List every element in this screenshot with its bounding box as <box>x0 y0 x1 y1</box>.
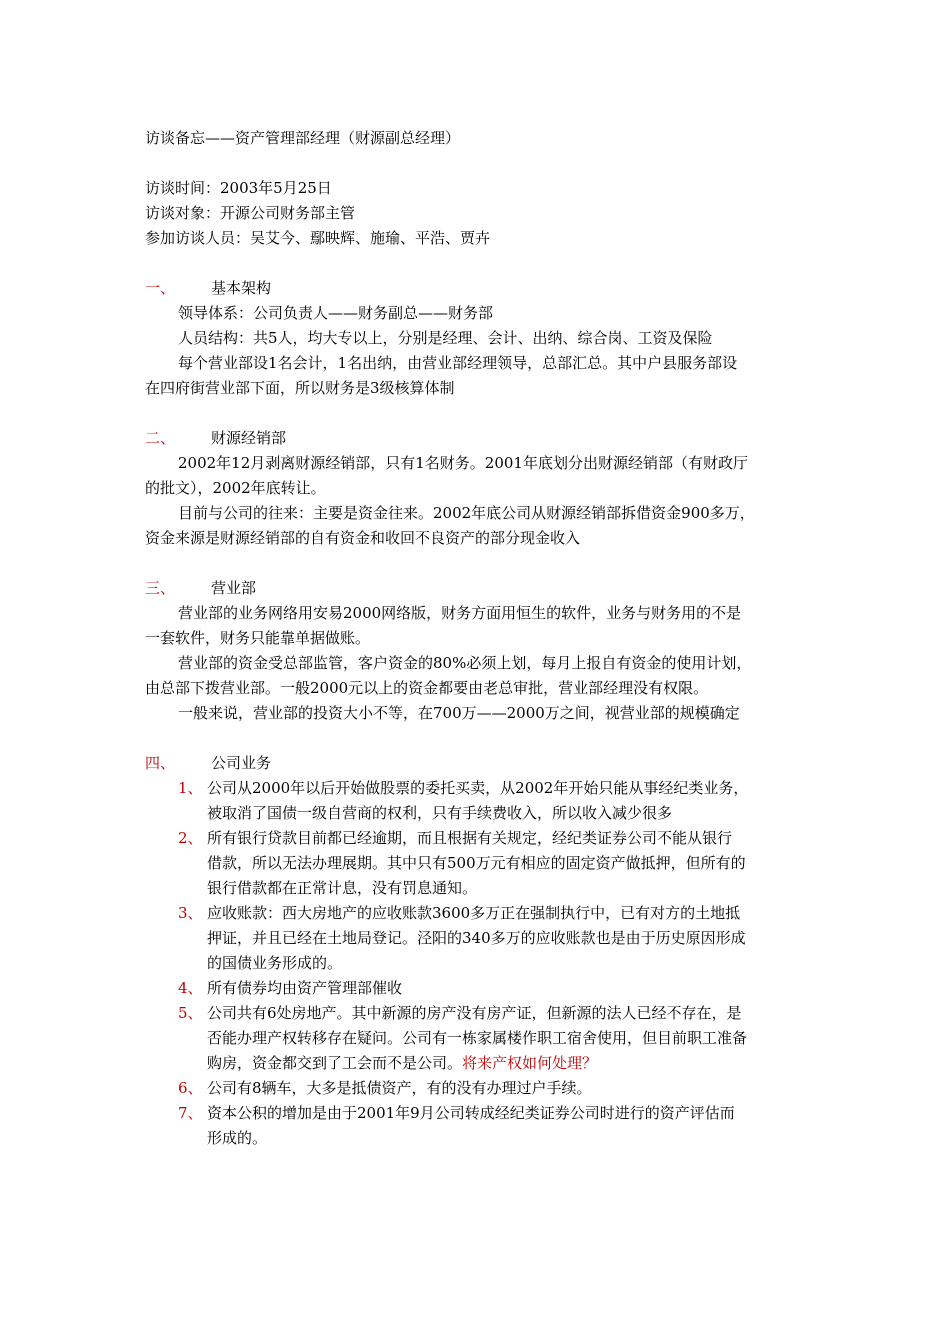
list-item-line: 押证，并且已经在土地局登记。泾阳的340多万的应收账款也是由于历史原因形成 <box>207 929 746 947</box>
document-page <box>145 126 817 1151</box>
paragraph-line: 每个营业部设1名会计，1名出纳，由营业部经理领导，总部汇总。其中户县服务部设 <box>178 354 738 372</box>
paragraph-line: 目前与公司的往来：主要是资金往来。2002年底公司从财源经销部拆借资金900多万， <box>178 504 755 522</box>
list-item-text: 购房，资金都交到了工会而不是公司。 <box>207 1054 463 1072</box>
list-item-line: 银行借款都在正常计息，没有罚息通知。 <box>207 879 478 897</box>
list-item-line: 公司共有6处房地产。其中新源的房产没有房产证，但新源的法人已经不存在，是 <box>207 1004 742 1022</box>
list-item-number: 1、 <box>178 779 203 797</box>
paragraph-line: 人员结构：共5人，均大专以上，分别是经理、会计、出纳、综合岗、工资及保险 <box>178 329 713 347</box>
list-item-line: 借款，所以无法办理展期。其中只有500万元有相应的固定资产做抵押，但所有的 <box>207 854 746 872</box>
paragraph-line: 一般来说，营业部的投资大小不等，在700万——2000万之间，视营业部的规模确定 <box>178 704 740 722</box>
document-title: 访谈备忘——资产管理部经理（财源副总经理） <box>145 129 461 147</box>
list-item-number: 4、 <box>178 979 203 997</box>
section-title: 财源经销部 <box>211 429 287 447</box>
list-item-line: 被取消了国债一级自营商的权利，只有手续费收入，所以收入减少很多 <box>207 804 673 822</box>
list-item <box>145 1001 817 1076</box>
section-heading <box>145 576 817 601</box>
section-heading <box>145 751 817 776</box>
paragraph-line: 由总部下拨营业部。一般2000元以上的资金都要由老总审批，营业部经理没有权限。 <box>145 679 709 697</box>
list-item-number: 3、 <box>178 904 203 922</box>
list-item-line: 所有债券均由资产管理部催收 <box>207 979 403 997</box>
list-item-line: 否能办理产权转移存在疑问。公司有一栋家属楼作职工宿舍使用，但目前职工准备 <box>207 1029 748 1047</box>
list-item-line: 形成的。 <box>207 1129 268 1147</box>
highlighted-question: 将来产权如何处理？ <box>462 1054 598 1072</box>
list-item-line: 所有银行贷款目前都已经逾期，而且根据有关规定，经纪类证券公司不能从银行 <box>207 829 733 847</box>
list-item-number: 5、 <box>178 1004 203 1022</box>
list-item <box>145 1101 817 1151</box>
paragraph-line: 的批文），2002年底转让。 <box>145 479 326 497</box>
section-heading <box>145 276 817 301</box>
list-item-line: 应收账款：西大房地产的应收账款3600多万正在强制执行中，已有对方的土地抵 <box>207 904 741 922</box>
list-item <box>145 826 817 901</box>
section-number: 一、 <box>145 279 176 297</box>
section-number: 三、 <box>145 579 176 597</box>
list-item-line: 公司从2000年以后开始做股票的委托买卖，从2002年开始只能从事经纪类业务， <box>207 779 749 797</box>
list-item-line <box>207 1051 817 1076</box>
list-item-line: 公司有8辆车，大多是抵债资产，有的没有办理过户手续。 <box>207 1079 592 1097</box>
list-item <box>145 1076 817 1101</box>
list-item-line: 的国债业务形成的。 <box>207 954 343 972</box>
list-item-line: 资本公积的增加是由于2001年9月公司转成经纪类证券公司时进行的资产评估而 <box>207 1104 735 1122</box>
interview-participants: 参加访谈人员：吴艾今、鄢映辉、施瑜、平浩、贾卉 <box>145 229 491 247</box>
interview-subject: 访谈对象：开源公司财务部主管 <box>145 204 356 222</box>
list-item <box>145 901 817 976</box>
section-number: 二、 <box>145 429 176 447</box>
paragraph-line: 资金来源是财源经销部的自有资金和收回不良资产的部分现金收入 <box>145 529 581 547</box>
paragraph-line: 领导体系：公司负责人——财务副总——财务部 <box>178 304 494 322</box>
paragraph-line: 一套软件，财务只能靠单据做账。 <box>145 629 371 647</box>
list-item-number: 7、 <box>178 1104 203 1122</box>
section-title: 营业部 <box>211 579 257 597</box>
paragraph-line: 在四府街营业部下面，所以财务是3级核算体制 <box>145 379 455 397</box>
section-heading <box>145 426 817 451</box>
list-item-number: 2、 <box>178 829 203 847</box>
paragraph-line: 营业部的业务网络用安易2000网络版，财务方面用恒生的软件，业务与财务用的不是 <box>178 604 742 622</box>
section-number: 四、 <box>145 754 176 772</box>
list-item-number: 6、 <box>178 1079 203 1097</box>
section-title: 基本架构 <box>211 279 272 297</box>
interview-time: 访谈时间：2003年5月25日 <box>145 179 332 197</box>
list-item <box>145 976 817 1001</box>
paragraph-line: 营业部的资金受总部监管，客户资金的80%必须上划，每月上报自有资金的使用计划， <box>178 654 752 672</box>
section-title: 公司业务 <box>211 754 272 772</box>
list-item <box>145 776 817 826</box>
paragraph-line: 2002年12月剥离财源经销部，只有1名财务。2001年底划分出财源经销部（有财政厅 <box>178 454 748 472</box>
